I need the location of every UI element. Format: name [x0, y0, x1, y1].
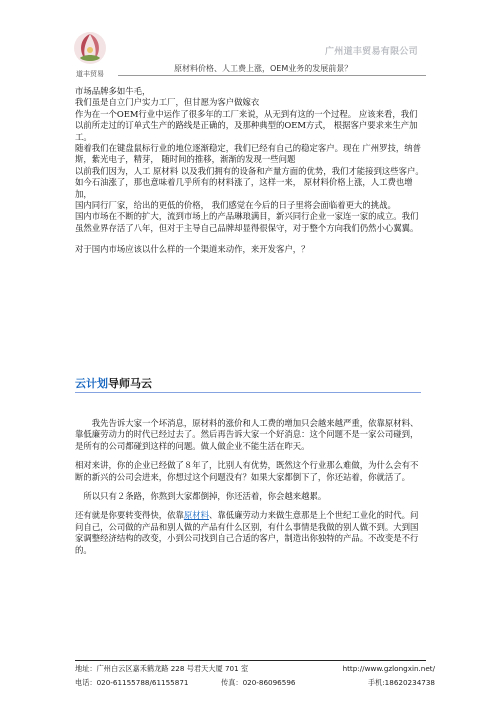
paragraph: 国内市场在不断的扩大，流到市场上的产品琳琅满目，新兴同行企业一家连一家的成立。我们虽然业界存活了八年，但对于主导自己品牌却显得很保守，对于整个方向我们仍然小心翼翼。: [75, 211, 419, 233]
footer-mobile: 手机:18620234738: [367, 678, 435, 687]
intro-section: [75, 86, 425, 256]
paragraph: 我们虽是自立门户实力工厂，但甘愿为客户做嫁衣: [75, 97, 260, 108]
paragraph: [75, 510, 425, 556]
page-header: [0, 0, 496, 82]
footer-divider: [75, 660, 426, 661]
paragraph-text: 还有就是你要转变得快，依靠: [75, 510, 184, 521]
footer-row-1: [75, 664, 435, 674]
footer-row-2: [75, 678, 435, 688]
company-logo: [66, 28, 114, 80]
raw-material-link[interactable]: 原材料: [183, 510, 209, 521]
advice-section: [75, 418, 425, 556]
section-heading: [75, 375, 152, 391]
paragraph: 所以只有２条路，你熬到大家都倒掉，你还活着，你会越来越累。: [83, 491, 327, 502]
paragraph: 我先告诉大家一个坏消息，原材料的涨价和人工费的增加只会越来越严重，依靠原材料、靠低廉劳动力的时代已经过去了。然后再告诉大家一个好消息：这个问题不是一家公司碰到，是所有的公司都碰到这样的问题。做人做企业不能生活在昨天。: [75, 418, 419, 451]
paragraph: 国内同行厂家，给出的更低的价格， 我们感觉在今后的日子里将会面临着更大的挑战。: [75, 200, 396, 211]
header-subtitle: 原材料价格、人工费上涨，OEM业务的发展前景？: [174, 64, 353, 73]
footer-phone: 电话：020-61155788/61155871: [75, 678, 189, 687]
logo-caption: 道丰贸易: [76, 70, 104, 78]
footer-address: 地址：广州白云区嘉禾鹤龙路 228 号君天大厦 701 室: [75, 664, 249, 673]
heading-link[interactable]: 云计划: [75, 377, 108, 390]
paragraph: 市场品牌多如牛毛，: [75, 86, 151, 96]
paragraph-text: 、靠低廉劳动力来做生意那是上个世纪工业化的时代。问问自己，公司做的产品和别人做的产品有什么区别，有什么事情是我做的别人做不到。大到国家调整经济结构的改变，小到公司找到自己合适的客户，制造出你独特的产品。不改变是不行的。: [75, 510, 419, 555]
heading-text: 导师马云: [108, 377, 152, 390]
footer-website[interactable]: http://www.gzlongxin.net/: [342, 664, 435, 673]
paragraph: 随着我们在键盘鼠标行业的地位逐渐稳定，我们已经有自己的稳定客户。现在 广州罗技，纳普斯，紫光电子，精芽， 随时间的推移，渐渐的发现一些问题: [75, 143, 422, 165]
footer-fax: 传真：020-86096596: [221, 678, 296, 687]
question-paragraph: 对于国内市场应该以什么样的一个渠道来动作，来开发客户，？: [75, 244, 310, 255]
heading-divider: [75, 392, 421, 393]
company-name: 广州道丰贸易有限公司: [324, 47, 418, 57]
header-divider: [118, 75, 426, 76]
paragraph: 相对来讲，你的企业已经做了８年了，比别人有优势，既然这个行业那么难做，为什么会有不断的新兴的公司会进来，你想过这个问题没有？如果大家都倒下了，你还站着，你就活了。: [75, 460, 419, 482]
paragraph: 以前我们因为，人工 原材料 以及我们拥有的设备和产量方面的优势，我们才能接到这些客户。如今石油涨了，那也意味着几乎所有的材料涨了，这样一来， 原材料价格上涨，人工费也增加，: [75, 165, 424, 199]
paragraph: 作为在一个OEM行业中运作了很多年的工厂来说，从无到有这的一个过程。 应该来看，我们以前所走过的订单式生产的路线是正确的，及那种典型的OEM方式， 根据客户要求来生产加工。: [75, 108, 418, 142]
